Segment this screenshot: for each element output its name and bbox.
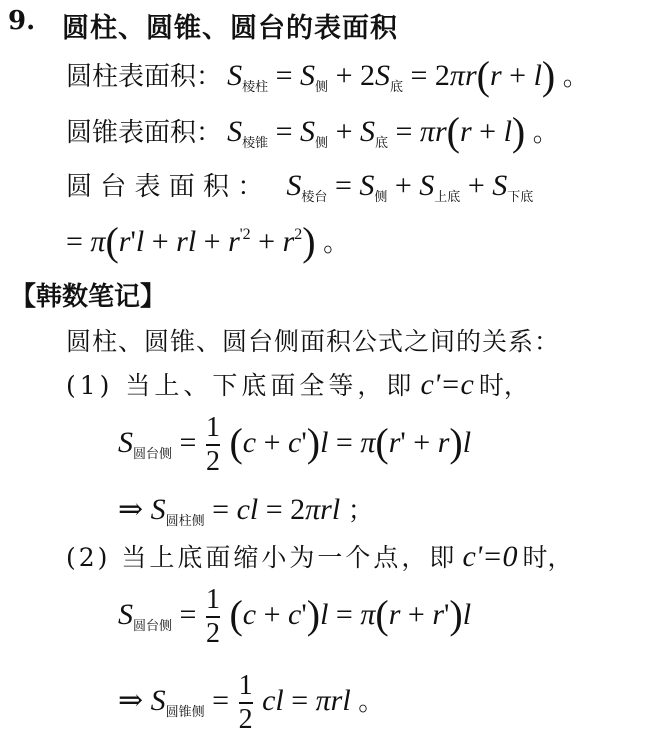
- case2-tail: 时，: [522, 543, 573, 572]
- section-title: 圆柱、圆锥、圆台的表面积: [62, 13, 398, 44]
- case2-text: (2) 当上底面缩小为一个点，即: [66, 543, 458, 572]
- subscript-cone-side: 圆锥侧: [165, 704, 205, 720]
- cone-formula-line: 圆锥表面积： $S_{棱锥} = S_侧 + S_底 = \pi r(r + l)$ 。: [66, 109, 559, 154]
- subscript-prism-frustum: 棱台: [301, 190, 328, 205]
- relation-intro: 圆柱、圆锥、圆台侧面积公式之间的关系：: [66, 327, 561, 356]
- case1-text: (1) 当上、下底面全等，即: [66, 371, 416, 400]
- subscript-top-base: 上底: [434, 190, 461, 205]
- section-number: 9.: [8, 6, 36, 36]
- subscript-frustum-side: 圆台侧: [133, 618, 173, 634]
- case1-formula: $S_{圆台侧}$ = $\frac{1}{2}$ (c + c')l = π(r' + r)l: [118, 412, 472, 477]
- frustum-formula-cont: = π(r'l + rl + $r^{'2} + r^2$) 。: [66, 219, 350, 264]
- period: 。: [562, 62, 589, 92]
- semicolon: ；: [347, 496, 374, 526]
- frustum-formula-line: 圆 台 表 面 积 ： $S_{棱台} = S_侧 + S_{上底} + S_{下底}$: [66, 169, 534, 205]
- fraction-one-half: $\frac{1}{2}$: [205, 412, 220, 477]
- subscript-side: 侧: [374, 190, 388, 205]
- case2-formula: $S_{圆台侧}$ = $\frac{1}{2}$ (c + c')l = π(r + r')l: [118, 584, 472, 649]
- fraction-one-half: $\frac{1}{2}$: [205, 584, 220, 649]
- case1-condition: c'=c: [420, 368, 474, 401]
- cylinder-formula-line: 圆柱表面积： $S_{棱柱} = S_侧 + 2S_底 = 2\pi r(r + l)$ 。: [66, 53, 589, 98]
- subscript-side: 侧: [315, 80, 329, 95]
- cone-label: 圆锥表面积：: [66, 118, 223, 148]
- period: 。: [323, 228, 350, 258]
- case2-condition: c'=0: [462, 540, 518, 573]
- case2-result: ⇒ $S_{圆锥侧}$ = $\frac{1}{2}$ cl = πrl 。: [118, 670, 385, 735]
- subscript-base: 底: [374, 136, 388, 151]
- case1-tail: 时，: [478, 371, 529, 400]
- subscript-base: 底: [389, 80, 403, 95]
- frustum-label: 圆 台 表 面 积 ：: [66, 172, 264, 202]
- subscript-side: 侧: [315, 136, 329, 151]
- notes-heading: 【韩数笔记】: [10, 282, 167, 312]
- period: 。: [358, 686, 385, 717]
- subscript-bottom-base: 下底: [507, 190, 534, 205]
- case1-line: [66, 366, 529, 402]
- period: 。: [532, 118, 559, 148]
- case1-result: ⇒ $S_{圆柱侧}$ = cl = 2πrl ；: [118, 493, 374, 529]
- fraction-one-half: $\frac{1}{2}$: [238, 670, 253, 735]
- subscript-frustum-side: 圆台侧: [133, 446, 173, 462]
- subscript-prism-cone: 棱锥: [242, 136, 269, 151]
- case2-line: [66, 538, 573, 574]
- subscript-prism-cylinder: 棱柱: [242, 80, 269, 95]
- subscript-cylinder-side: 圆柱侧: [165, 514, 205, 529]
- cylinder-label: 圆柱表面积：: [66, 62, 223, 92]
